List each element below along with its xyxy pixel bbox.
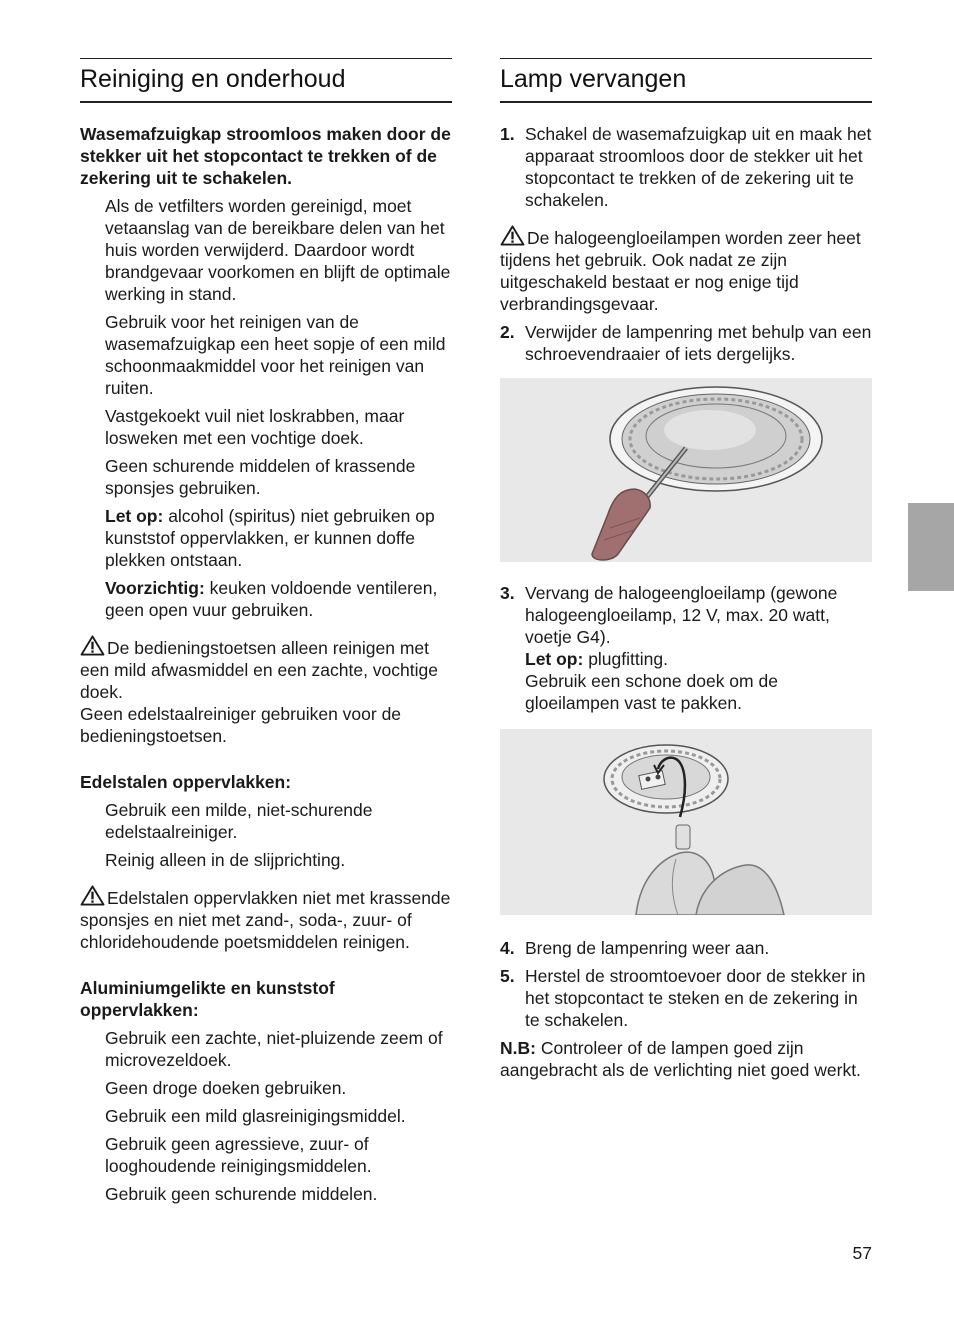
step-5 [500,965,872,1031]
section-title-cleaning: Reiniging en onderhoud [80,58,452,103]
steel-heading: Edelstalen oppervlakken: [80,772,292,792]
page-number: 57 [852,1243,872,1263]
warning-icon [80,885,105,906]
cleaning-item: Geen schurende middelen of krassende sponsjes gebruiken. [105,456,416,498]
warning-steel-text: Edelstalen oppervlakken niet met krassende sponsjes en niet met zand-, soda-, zuur- of chloridehoudende poetsmiddelen reinigen. [80,888,451,952]
alu-item: Geen droge doeken gebruiken. [105,1078,347,1098]
nb-text: Controleer of de lampen goed zijn aangebracht als de verlichting niet goed werkt. [500,1038,861,1080]
cleaning-item: Als de vetfilters worden gereinigd, moet vetaanslag van de bereikbare delen van het huis worden verwijderd. Daardoor wordt brandgevaar voorkomen en blijft de optimale werking in stand. [105,196,451,304]
step-text: Breng de lampenring weer aan. [525,938,770,958]
step-text: Herstel de stroomtoevoer door de stekker in het stopcontact te steken en de zekering in te schakelen. [525,966,866,1030]
warning-controls [80,635,452,703]
chapter-thumb-tab [908,503,954,591]
voorzichtig-label: Voorzichtig: [105,578,205,598]
step-number: 4. [500,938,515,958]
alu-item: Gebruik geen schurende middelen. [105,1184,378,1204]
step-number: 3. [500,583,515,603]
steel-item: Gebruik een milde, niet-schurende edelstaalreiniger. [105,800,373,842]
step-number: 1. [500,124,515,144]
letop-text: plugfitting. [583,649,668,669]
step-text: Schakel de wasemafzuigkap uit en maak het apparaat stroomloos door de stekker uit het stopcontact te trekken of de zekering uit te schakelen. [525,124,872,210]
cleaning-item: Gebruik voor het reinigen van de wasemafzuigkap een heet sopje of een mild schoonmaakmiddel voor het reinigen van ruiten. [105,312,446,398]
section-title-lamp: Lamp vervangen [500,58,872,103]
power-off-instruction: Wasemafzuigkap stroomloos maken door de stekker uit het stopcontact te trekken of de zekering uit te schakelen. [80,124,451,188]
warning-hot-lamps [500,225,872,315]
halogen-lamp-replacement-illustration [500,729,872,915]
letop-note [105,505,452,571]
letop-text: alcohol (spiritus) niet gebruiken op kunststof oppervlakken, er kunnen doffe plekken ontstaan. [105,506,435,570]
alu-heading: Aluminiumgelikte en kunststof oppervlakken: [80,978,335,1020]
steel-item: Reinig alleen in de slijprichting. [105,850,346,870]
voorzichtig-note [105,577,452,621]
step-number: 2. [500,322,515,342]
warning-controls-extra: Geen edelstaalreiniger gebruiken voor de bedieningstoetsen. [80,704,402,746]
warning-controls-text: De bedieningstoetsen alleen reinigen met een mild afwasmiddel en een zachte, vochtige doek. [80,638,438,702]
step-1 [500,123,872,211]
letop-label: Let op: [105,506,164,526]
step-text: Vervang de halogeengloeilamp (gewone halogeengloeilamp, 12 V, max. 20 watt, voetje G4). [525,583,838,647]
step-2 [500,321,872,365]
step-4 [500,937,872,959]
cleaning-item: Vastgekoekt vuil niet loskrabben, maar losweken met een vochtige doek. [105,406,405,448]
step-extra-text: Gebruik een schone doek om de gloeilampen vast te pakken. [525,671,778,713]
step-3 [500,582,872,714]
warning-icon [500,225,525,246]
warning-icon [80,635,105,656]
alu-item: Gebruik een mild glasreinigingsmiddel. [105,1106,406,1126]
nb-label: N.B: [500,1038,536,1058]
warning-steel [80,885,452,953]
cleaning-section [80,58,452,1205]
alu-item: Gebruik een zachte, niet-pluizende zeem of microvezeldoek. [105,1028,443,1070]
alu-item: Gebruik geen agressieve, zuur- of looghoudende reinigingsmiddelen. [105,1134,372,1176]
warning-hot-text: De halogeengloeilampen worden zeer heet tijdens het gebruik. Ook nadat ze zijn uitgeschakeld bestaat er nog enige tijd verbrandingsgevaar. [500,228,861,314]
step-number: 5. [500,966,515,986]
step-text: Verwijder de lampenring met behulp van een schroevendraaier of iets dergelijks. [525,322,872,364]
nb-note [500,1037,872,1081]
lamp-ring-removal-illustration [500,378,872,562]
voorzichtig-text: keuken voldoende ventileren, geen open vuur gebruiken. [105,578,438,620]
letop-label: Let op: [525,649,584,669]
lamp-section [500,58,872,1081]
